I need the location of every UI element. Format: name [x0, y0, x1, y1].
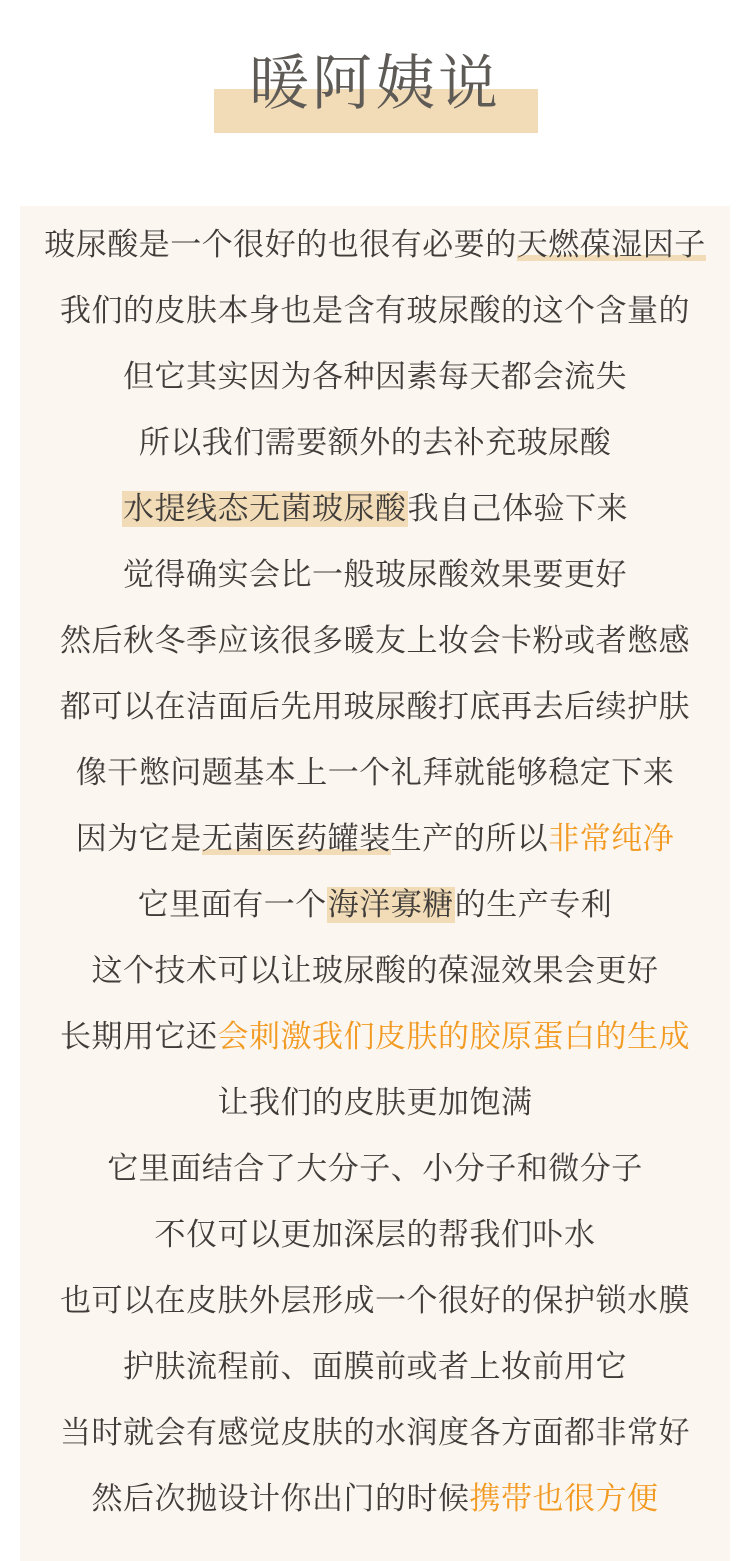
highlighted-keyword: 水提线态无菌玻尿酸: [123, 491, 407, 527]
text-segment: 当时就会有感觉皮肤的水润度各方面都非常好: [60, 1415, 690, 1451]
text-line: [20, 542, 730, 608]
text-line: [20, 1466, 730, 1532]
text-line: [20, 872, 730, 938]
underlined-keyword: 无菌医药罐装: [201, 821, 391, 857]
text-segment: 它里面有一个: [137, 887, 327, 923]
text-segment: 觉得确实会比一般玻尿酸效果要更好: [123, 557, 627, 593]
text-segment: 让我们的皮肤更加饱满: [217, 1085, 533, 1121]
text-line: [20, 1004, 730, 1070]
text-line: [20, 212, 730, 278]
text-segment: 然后次抛设计你出门的时候: [91, 1481, 470, 1517]
text-line: [20, 344, 730, 410]
text-segment: 不仅可以更加深层的帮我们卟水: [154, 1217, 596, 1253]
text-segment: 所以我们需要额外的去补充玻尿酸: [138, 425, 612, 461]
text-line: [20, 1334, 730, 1400]
text-line: [20, 740, 730, 806]
text-segment: 它里面结合了大分子、小分子和微分子: [107, 1151, 643, 1187]
highlighted-keyword: 海洋寡糖: [327, 887, 454, 923]
title-section: [0, 0, 750, 160]
text-segment: 的生产专利: [454, 887, 613, 923]
text-line: [20, 1202, 730, 1268]
text-segment: 我自己体验下来: [407, 491, 628, 527]
text-line: [20, 1070, 730, 1136]
text-line: [20, 806, 730, 872]
orange-keyword: 携带也很方便: [469, 1481, 659, 1517]
text-segment: 像干憋问题基本上一个礼拜就能够稳定下来: [75, 755, 675, 791]
text-segment: 但它其实因为各种因素每天都会流失: [123, 359, 627, 395]
text-line: [20, 476, 730, 542]
text-segment: 长期用它还: [60, 1019, 218, 1055]
text-segment: 都可以在洁面后先用玻尿酸打底再去后续护肤: [60, 689, 690, 725]
text-line: [20, 410, 730, 476]
text-line: [20, 608, 730, 674]
text-line: [20, 278, 730, 344]
text-segment: 这个技术可以让玻尿酸的葆湿效果会更好: [91, 953, 659, 989]
text-segment: 因为它是: [75, 821, 202, 857]
text-segment: 也可以在皮肤外层形成一个很好的保护锁水膜: [60, 1283, 690, 1319]
content-panel: [20, 206, 730, 1561]
text-line: [20, 674, 730, 740]
text-line: [20, 1268, 730, 1334]
orange-keyword: 非常纯净: [548, 821, 675, 857]
text-line: [20, 1400, 730, 1466]
underlined-keyword: 天燃葆湿因子: [516, 227, 706, 263]
text-segment: 生产的所以: [390, 821, 549, 857]
text-segment: 我们的皮肤本身也是含有玻尿酸的这个含量的: [60, 293, 690, 329]
orange-keyword: 会刺激我们皮肤的胶原蛋白的生成: [217, 1019, 690, 1055]
text-line: [20, 1136, 730, 1202]
text-segment: 然后秋冬季应该很多暖友上妆会卡粉或者憋感: [60, 623, 690, 659]
text-segment: 护肤流程前、面膜前或者上妆前用它: [123, 1349, 627, 1385]
text-segment: 玻尿酸是一个很好的也很有必要的: [44, 227, 517, 263]
text-line: [20, 938, 730, 1004]
page-title: 暖阿姨说: [249, 49, 501, 119]
